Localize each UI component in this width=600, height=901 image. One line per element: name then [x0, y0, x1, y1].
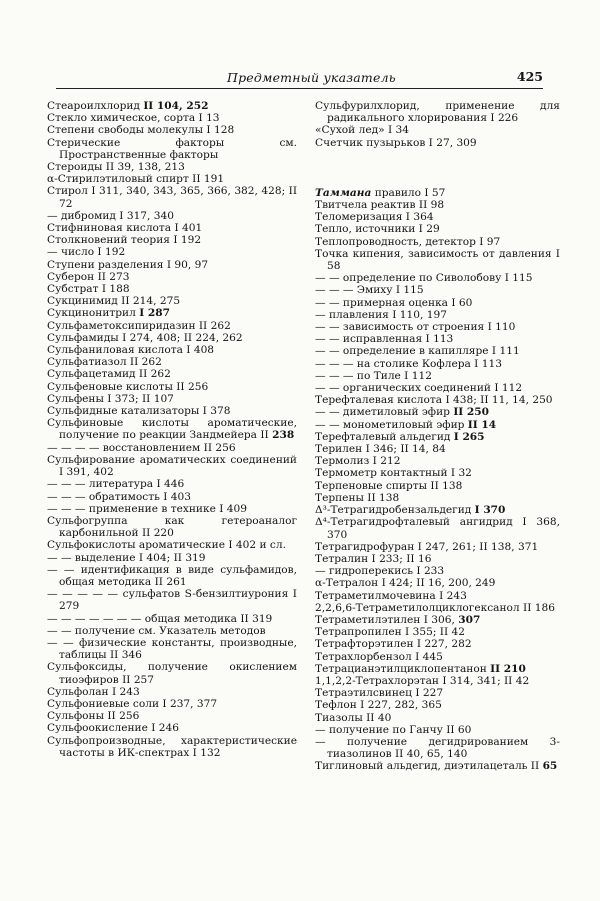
entry-text: α-Тетралон I 424; II 16, 200, 249	[315, 577, 496, 590]
index-entry	[315, 321, 560, 333]
entry-text: Сульфиновые кислоты ароматические, получение по реакции Зандмейера II	[47, 417, 297, 442]
entry-text: Тиглиновый альдегид, диэтилацеталь II	[315, 760, 543, 773]
entry-text: — — — — восстановлением II 256	[47, 441, 236, 454]
index-entry	[315, 736, 560, 760]
index-entry	[47, 161, 297, 173]
entry-bold-ref: 307	[458, 613, 481, 626]
index-entry	[47, 613, 297, 625]
entry-text: Тиазолы II 40	[315, 711, 392, 724]
index-entry	[47, 344, 297, 356]
index-entry	[315, 602, 560, 614]
entry-text: «Сухой лед» I 34	[315, 124, 410, 137]
index-entry	[315, 187, 560, 199]
index-entry	[47, 405, 297, 417]
entry-text: Тетрацианэтилциклопентанон	[315, 662, 491, 675]
index-entry	[315, 712, 560, 724]
index-entry	[315, 309, 560, 321]
index-entry	[315, 516, 560, 540]
index-entry	[47, 588, 297, 612]
entry-text: Ступени разделения I 90, 97	[47, 258, 209, 271]
index-entry	[315, 370, 560, 382]
entry-text: Сульфопроизводные, характеристические частоты в ИК-спектрах I 132	[47, 734, 297, 759]
entry-text: — — определение по Сиволобову I 115	[315, 272, 533, 285]
entry-text: — дибромид I 317, 340	[47, 209, 175, 222]
entry-text: Стеароилхлорид	[47, 100, 144, 112]
entry-text: — получение дегидрированием 3-тиазолинов II 40, 65, 140	[315, 735, 560, 761]
index-entry	[47, 210, 297, 222]
entry-text: — плавления I 110, 197	[315, 308, 447, 321]
entry-text: Тетрапропилен I 355; II 42	[315, 626, 465, 639]
index-entry	[315, 137, 560, 149]
index-group-t	[315, 187, 560, 773]
index-entry	[47, 368, 297, 380]
index-entry	[315, 431, 560, 443]
entry-text: — гидроперекись I 233	[315, 565, 445, 578]
index-entry	[47, 137, 297, 161]
entry-text: Сульфеновые кислоты II 256	[47, 380, 209, 393]
entry-text: — — идентификация в виде сульфамидов, общая методика II 261	[47, 563, 297, 588]
entry-text: Термометр контактный I 32	[315, 467, 472, 480]
entry-text: — — выделение I 404; II 319	[47, 551, 206, 564]
index-entry	[47, 698, 297, 710]
index-entry	[47, 307, 297, 319]
entry-text: Терефталевый альдегид	[315, 430, 454, 443]
index-entry	[315, 297, 560, 309]
entry-text: — — — по Тиле I 112	[315, 369, 432, 382]
index-entry	[47, 661, 297, 685]
entry-text: Теплопроводность, детектор I 97	[315, 235, 501, 248]
index-entry	[47, 637, 297, 661]
index-entry	[315, 675, 560, 687]
entry-bold-ref: II 210	[490, 662, 526, 675]
index-entry	[47, 124, 297, 136]
entry-text: — — — Эмиху I 115	[315, 284, 424, 297]
index-entry	[315, 236, 560, 248]
entry-bold-ref: II 14	[467, 418, 497, 431]
entry-text: Тефлон I 227, 282, 365	[315, 699, 442, 712]
entry-text: Сульфидные катализаторы I 378	[47, 405, 231, 418]
entry-text: Сульфаметоксипиридазин II 262	[47, 319, 231, 332]
index-entry	[315, 333, 560, 345]
entry-text: — — — — — — — общая методика II 319	[47, 612, 273, 625]
entry-text: Сульфоны II 256	[47, 710, 140, 723]
entry-text: — — физические константы, производные, таблицы II 346	[47, 636, 297, 662]
index-entry	[47, 283, 297, 295]
entry-text: Сульфолан I 243	[47, 685, 140, 698]
index-entry	[47, 234, 297, 246]
index-entry	[315, 541, 560, 553]
entry-text: Терпеновые спирты II 138	[315, 479, 463, 492]
index-entry	[47, 710, 297, 722]
index-entry	[47, 112, 297, 124]
index-entry	[47, 539, 297, 551]
entry-bold-ref: II 250	[453, 406, 490, 419]
entry-text: Сульфогруппа как гетероаналог карбонильной II 220	[47, 514, 297, 540]
entry-text: Стерические факторы см. Пространственные факторы	[47, 136, 297, 161]
index-entry	[315, 211, 560, 223]
index-entry	[47, 552, 297, 564]
index-entry	[47, 356, 297, 368]
entry-text: — — диметиловый эфир	[315, 406, 454, 419]
entry-text: — — — литература I 446	[47, 478, 185, 491]
entry-text: Сульфены I 373; II 107	[47, 392, 174, 405]
index-entry	[47, 454, 297, 478]
entry-text: — — получение см. Указатель методов	[47, 624, 266, 637]
entry-text: — — исправленная I 113	[315, 333, 454, 346]
entry-text: — — примерная оценка I 60	[315, 296, 473, 309]
index-entry	[47, 515, 297, 539]
index-entry	[47, 100, 297, 112]
entry-text: Тетрахлорбензол I 445	[315, 650, 443, 663]
index-entry	[315, 100, 560, 124]
index-entry	[315, 394, 560, 406]
entry-text: правило I 57	[371, 186, 446, 199]
entry-surname: Таммана	[315, 186, 372, 199]
index-entry	[47, 185, 297, 209]
index-entry	[47, 295, 297, 307]
index-entry	[315, 565, 560, 577]
entry-text: Счетчик пузырьков I 27, 309	[315, 136, 477, 149]
entry-text: Тетраметилэтилен I 306,	[315, 613, 459, 626]
entry-text: Суберон II 273	[47, 270, 130, 283]
entry-text: Стирол I 311, 340, 343, 365, 366, 382, 428; II 72	[47, 185, 297, 210]
running-header	[56, 66, 543, 89]
entry-text: Тетрафторэтилен I 227, 282	[315, 638, 472, 651]
entry-text: Сульфокислоты ароматические I 402 и сл.	[47, 539, 286, 552]
index-entry	[315, 284, 560, 296]
index-entry	[47, 478, 297, 490]
index-entry	[315, 199, 560, 211]
entry-text: Терилен I 346; II 14, 84	[315, 443, 446, 456]
entry-text: — — органических соединений I 112	[315, 382, 523, 395]
index-group-s-end	[315, 100, 560, 149]
entry-text: Сульфаниловая кислота I 408	[47, 344, 215, 357]
index-entry	[315, 553, 560, 565]
index-entry	[315, 480, 560, 492]
index-entry	[315, 687, 560, 699]
index-entry	[47, 722, 297, 734]
entry-text: Тетраэтилсвинец I 227	[315, 687, 444, 700]
entry-text: — — определение в капилляре I 111	[315, 345, 520, 358]
index-entry	[315, 504, 560, 516]
entry-text: Точка кипения, зависимость от давления I 58	[315, 247, 560, 273]
index-entry	[315, 590, 560, 602]
entry-bold-ref: I 287	[139, 307, 170, 320]
entry-bold-ref: I 265	[453, 430, 485, 443]
index-entry	[47, 735, 297, 759]
entry-text: Сульфатиазол II 262	[47, 356, 162, 369]
index-entry	[47, 491, 297, 503]
index-entry	[315, 638, 560, 650]
index-entry	[47, 246, 297, 258]
index-entry	[315, 345, 560, 357]
entry-text: Сульфурилхлорид, применение для радикального хлорирования I 226	[315, 100, 560, 125]
entry-text: Тетраметилмочевина I 243	[315, 589, 467, 602]
entry-bold-ref: I 370	[474, 504, 506, 517]
header-title: Предметный указатель	[227, 70, 396, 85]
entry-text: — — монометиловый эфир	[315, 418, 468, 431]
index-entry	[315, 124, 560, 136]
index-entry	[315, 358, 560, 370]
index-entry	[315, 455, 560, 467]
index-entry	[47, 259, 297, 271]
index-entry	[47, 173, 297, 185]
entry-text: Столкновений теория I 192	[47, 234, 202, 247]
index-entry	[47, 320, 297, 332]
entry-text: — число I 192	[47, 246, 126, 259]
entry-bold-ref: 238	[272, 429, 295, 442]
entry-text: α-Стирилэтиловый спирт II 191	[47, 173, 225, 186]
index-entry	[315, 382, 560, 394]
index-entry	[47, 332, 297, 344]
index-entry	[47, 564, 297, 588]
index-entry	[315, 272, 560, 284]
page-number: 425	[516, 69, 543, 84]
index-entry	[315, 699, 560, 711]
index-entry	[47, 686, 297, 698]
entry-bold-ref: II 104, 252	[143, 100, 209, 112]
entry-bold-ref: 65	[542, 760, 558, 773]
entry-text: Степени свободы молекулы I 128	[47, 124, 235, 137]
index-entry	[315, 651, 560, 663]
index-entry	[315, 443, 560, 455]
entry-text: Тетралин I 233; II 16	[315, 552, 432, 565]
entry-text: Сульфоокисление I 246	[47, 722, 180, 735]
entry-text: Терпены II 138	[315, 491, 400, 504]
index-entry	[315, 406, 560, 418]
entry-text: Δ³-Тетрагидробензальдегид	[315, 504, 475, 517]
entry-text: Термолиз I 212	[315, 455, 401, 468]
entry-text: Стероиды II 39, 138, 213	[47, 161, 185, 174]
index-entry	[315, 614, 560, 626]
index-entry	[47, 625, 297, 637]
entry-text: — — — — — сульфатов S-бензилтиурония I 279	[47, 588, 297, 613]
index-entry	[47, 271, 297, 283]
index-entry	[315, 663, 560, 675]
entry-text: — получение по Ганчу II 60	[315, 723, 472, 736]
index-entry	[315, 248, 560, 272]
index-entry	[315, 223, 560, 235]
entry-text: — — — обратимость I 403	[47, 490, 191, 503]
index-entry	[315, 577, 560, 589]
index-entry	[47, 417, 297, 441]
entry-text: Сульфамиды I 274, 408; II 224, 262	[47, 331, 243, 344]
index-column-right	[315, 100, 560, 773]
index-entry	[315, 626, 560, 638]
entry-text: — — — на столике Кофлера I 113	[315, 357, 502, 370]
index-entry	[47, 222, 297, 234]
entry-text: Сульфирование ароматических соединений I 391, 402	[47, 453, 297, 479]
entry-text: Сукцинонитрил	[47, 307, 140, 320]
entry-text: Δ⁴-Тетрагидрофталевый ангидрид I 368, 370	[315, 516, 560, 541]
index-entry	[315, 492, 560, 504]
entry-text: — — зависимость от строения I 110	[315, 321, 516, 334]
index-entry	[315, 419, 560, 431]
index-entry	[47, 503, 297, 515]
entry-text: Сульфацетамид II 262	[47, 368, 171, 381]
index-entry	[315, 760, 560, 772]
entry-text: Сукцинимид II 214, 275	[47, 295, 181, 308]
entry-text: Теломеризация I 364	[315, 211, 434, 224]
index-entry	[315, 467, 560, 479]
entry-text: Твитчела реактив II 98	[315, 199, 445, 212]
entry-text: Тепло, источники I 29	[315, 223, 440, 236]
letter-gap	[315, 149, 560, 187]
entry-text: Тетрагидрофуран I 247, 261; II 138, 371	[315, 540, 539, 553]
index-entry	[47, 381, 297, 393]
index-entry	[47, 442, 297, 454]
entry-text: Сульфониевые соли I 237, 377	[47, 697, 218, 710]
entry-text: Сульфоксиды, получение окислением тиоэфиров II 257	[47, 661, 297, 686]
entry-text: — — — применение в технике I 409	[47, 502, 247, 515]
entry-text: Стекло химическое, сорта I 13	[47, 112, 220, 125]
index-entry	[47, 393, 297, 405]
entry-text: Терефталевая кислота I 438; II 11, 14, 250	[315, 394, 553, 407]
index-entry	[315, 724, 560, 736]
entry-text: 2,2,6,6-Тетраметилолциклогексанол II 186	[315, 601, 555, 614]
entry-text: Стифниновая кислота I 401	[47, 222, 203, 235]
index-column-left	[47, 100, 297, 759]
entry-text: 1,1,2,2-Тетрахлорэтан I 314, 341; II 42	[315, 674, 530, 687]
entry-text: Субстрат I 188	[47, 283, 130, 296]
